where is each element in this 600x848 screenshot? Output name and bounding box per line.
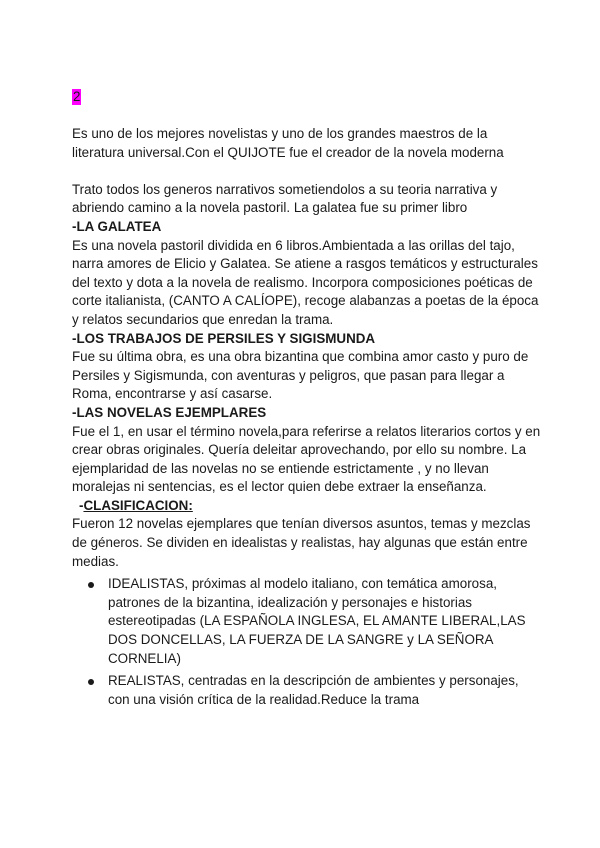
intro-paragraph: Trato todos los generos narrativos sometiendolos a su teoria narrativa y abriendo camino a la novela pastoril. La galatea fue su primer libro [72,181,498,216]
list-item [72,575,542,668]
bullet-icon [88,582,94,588]
section-text-galatea: Es una novela pastoril dividida en 6 libros.Ambientada a las orillas del tajo, narra amores de Elicio y Galatea. Se atiene a rasgos temáticos y estructurales del texto y dota a la novela de realismo. Incorpora composiciones poéticas de corte italianista, (CANTO A CALÍOPE), recoge alabanzas a poetas de la época y relatos secundarios que enredan la trama. [72,237,539,327]
section-heading-novelas-ejemplares: -LAS NOVELAS EJEMPLARES [72,404,267,420]
list-item [72,672,542,709]
section-heading-clasificacion: -CLASIFICACION: [79,497,193,513]
classification-list [72,575,542,709]
document-page [72,88,542,709]
section-heading-persiles: -LOS TRABAJOS DE PERSILES Y SIGISMUNDA [72,330,376,346]
section-text-persiles: Fue su última obra, es una obra bizantina que combina amor casto y puro de Persiles y Sigismunda, con aventuras y peligros, que pasan para llegar a Roma, encontrarse y así casarse. [72,349,529,402]
section-text-novelas-ejemplares: Fue el 1, en usar el término novela,para referirse a relatos literarios cortos y en crear obras originales. Quería deleitar aprovechando, por ello su nombre. La ejemplaridad de las novelas no se entiende estrictamente , y no llevan moralejas ni sentencias, es el lector quien debe extraer la enseñanza. [72,423,541,495]
list-item-text: IDEALISTAS, próximas al modelo italiano, con temática amorosa, patrones de la bizantina, idealización y personajes e historias estereotipadas (LA ESPAÑOLA INGLESA, EL AMANTE LIBERAL,LAS DOS DONCELLAS, LA FUERZA DE LA SANGRE y LA SEÑORA CORNELIA) [108,576,526,666]
bullet-icon [88,679,94,685]
intro-paragraph: Es uno de los mejores novelistas y uno de los grandes maestros de la literatura universal.Con el QUIJOTE fue el creador de la novela moderna [72,126,504,160]
section-heading-galatea: -LA GALATEA [72,218,162,234]
page-number: 2 [73,89,81,104]
section-text-clasificacion: Fueron 12 novelas ejemplares que tenían diversos asuntos, temas y mezclas de géneros. Se dividen en idealistas y realistas, hay algunas que están entre medias. [72,516,531,569]
list-item-text: REALISTAS, centradas en la descripción de ambientes y personajes, con una visión crítica de la realidad.Reduce la trama [108,673,519,707]
paragraph-gap [72,162,542,181]
